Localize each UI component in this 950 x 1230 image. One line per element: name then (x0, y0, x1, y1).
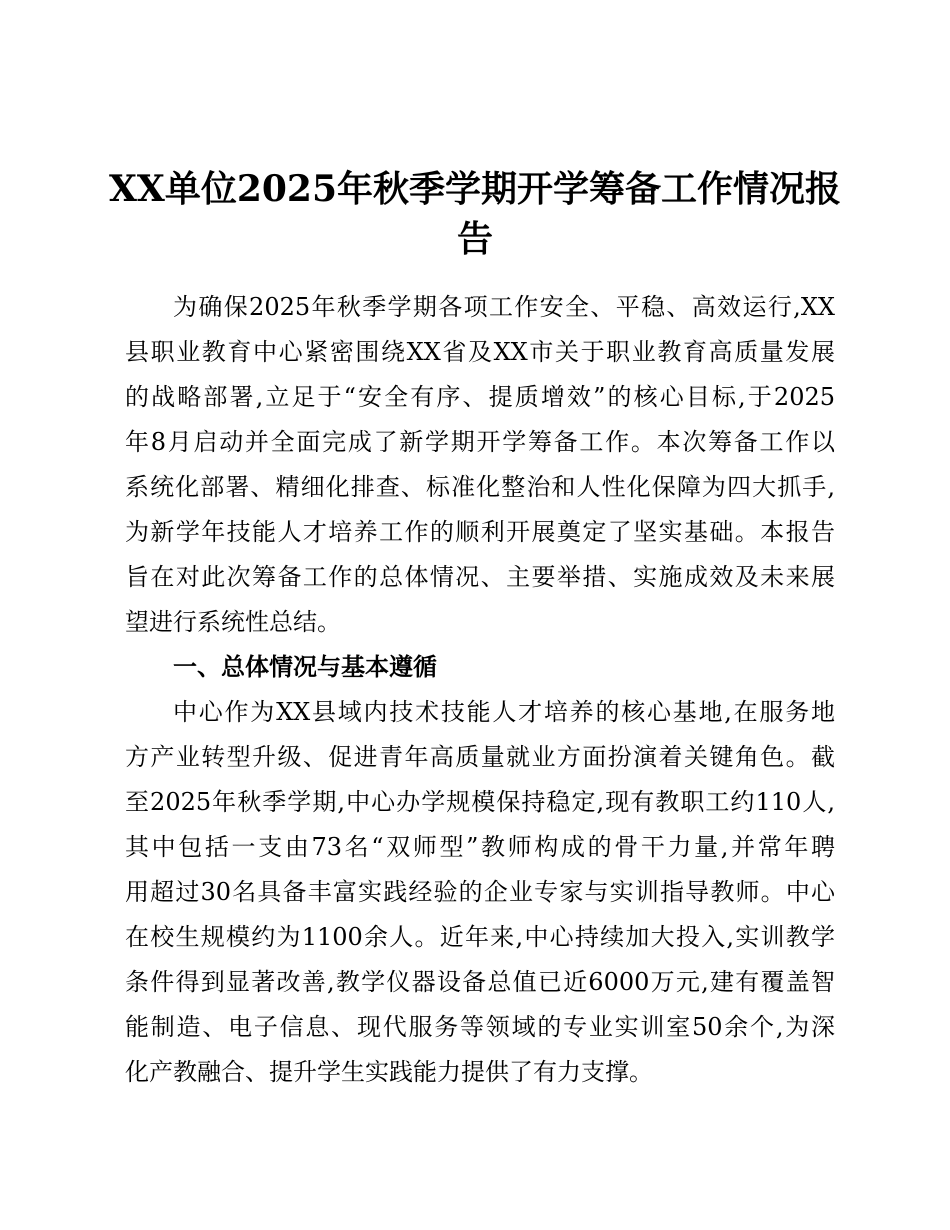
paragraph-line: 至2025年秋季学期,中心办学规模保持稳定,现有教职工约110人, (125, 788, 835, 816)
paragraph-line: 系统化部署、精细化排查、标准化整治和人性化保障为四大抓手, (125, 473, 835, 501)
paragraph-line: 旨在对此次筹备工作的总体情况、主要举措、实施成效及未来展 (125, 563, 835, 591)
intro-paragraph (125, 285, 835, 645)
paragraph-line: 其中包括一支由73名“双师型”教师构成的骨干力量,并常年聘 (125, 833, 835, 861)
paragraph-line: 方产业转型升级、促进青年高质量就业方面扮演着关键角色。截 (125, 743, 835, 771)
paragraph-line: 为新学年技能人才培养工作的顺利开展奠定了坚实基础。本报告 (125, 518, 835, 546)
paragraph-line: 能制造、电子信息、现代服务等领域的专业实训室50余个,为深 (125, 1013, 835, 1041)
paragraph-line: 为确保2025年秋季学期各项工作安全、平稳、高效运行,XX (173, 293, 835, 321)
paragraph-line: 条件得到显著改善,教学仪器设备总值已近6000万元,建有覆盖智 (125, 968, 835, 996)
paragraph-line: 中心作为XX县域内技术技能人才培养的核心基地,在服务地 (173, 698, 835, 726)
title-line: XX单位2025年秋季学期开学筹备工作情况报 (108, 168, 842, 210)
paragraph-line: 望进行系统性总结。 (125, 608, 341, 636)
overview-paragraph (125, 690, 835, 1095)
paragraph-line: 在校生规模约为1100余人。近年来,中心持续加大投入,实训教学 (125, 923, 835, 951)
paragraph-line: 化产教融合、提升学生实践能力提供了有力支撑。 (125, 1058, 653, 1086)
document-body (125, 285, 835, 1095)
title-line: 告 (456, 218, 493, 260)
paragraph-line: 县职业教育中心紧密围绕XX省及XX市关于职业教育高质量发展 (125, 338, 835, 366)
paragraph-line: 用超过30名具备丰富实践经验的企业专家与实训指导教师。中心 (125, 878, 835, 906)
paragraph-line: 的战略部署,立足于“安全有序、提质增效”的核心目标,于2025 (125, 383, 835, 411)
section-heading: 一、总体情况与基本遵循 (173, 653, 437, 681)
paragraph-line: 年8月启动并全面完成了新学期开学筹备工作。本次筹备工作以 (125, 428, 835, 456)
document-title (25, 164, 925, 264)
